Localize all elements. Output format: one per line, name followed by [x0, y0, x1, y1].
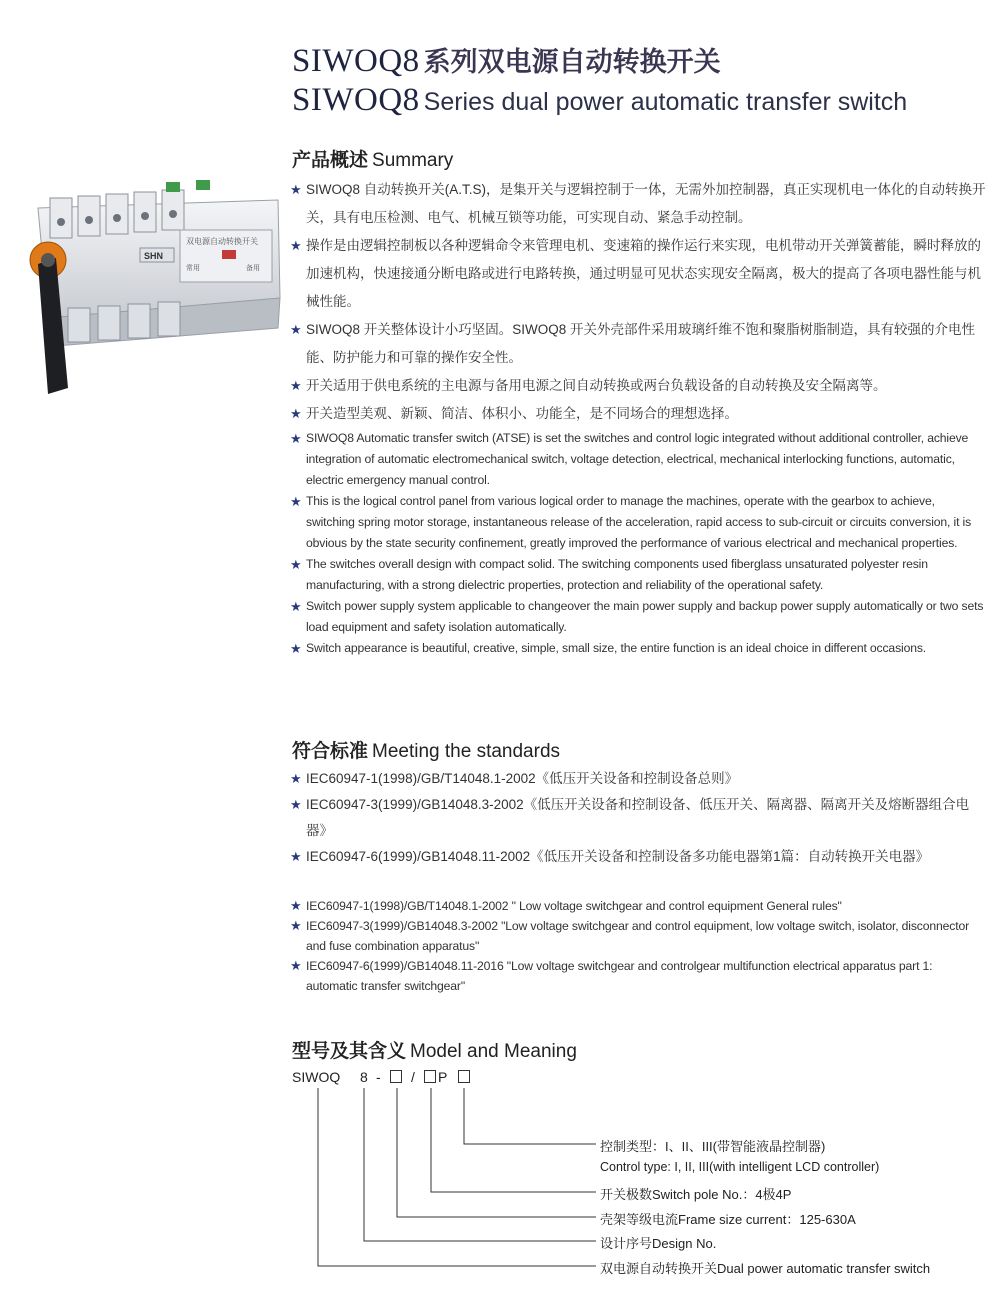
model-heading-en: Model and Meaning: [410, 1041, 577, 1062]
code-box-pole: [424, 1069, 436, 1085]
summary-cn-list: [290, 176, 986, 428]
star-icon: ★: [290, 431, 302, 446]
star-icon: ★: [290, 958, 302, 973]
list-item: ★ 开关造型美观、新颖、简洁、体积小、功能全，是不同场合的理想选择。: [290, 400, 986, 428]
standards-heading: [292, 736, 560, 763]
list-item: ★ The switches overall design with compact solid. The switching components used fiberglass unsaturated polyester resin manufacturing, with a strong dielectric properties, protection and reliability of the operational safety.: [290, 554, 986, 596]
page-title-cn: [292, 40, 721, 80]
legend-product: 双电源自动转换开关Dual power automatic transfer switch: [600, 1261, 931, 1276]
model-code: SIWOQ8: [292, 43, 420, 79]
panel-label: 双电源自动转换开关: [186, 237, 258, 246]
star-icon: ★: [290, 797, 302, 812]
code-slash: /: [411, 1069, 415, 1085]
code-dash: -: [376, 1069, 381, 1085]
legend-control-type-en: Control type: I, II, III(with intelligent LCD controller): [600, 1160, 880, 1174]
product-image: [8, 178, 288, 398]
star-icon: ★: [290, 898, 302, 913]
summary-heading: [292, 145, 453, 172]
list-item: ★ IEC60947-6(1999)/GB14048.11-2002《低压开关设备和控制设备多功能电器第1篇：自动转换开关电器》: [290, 844, 986, 870]
star-icon: ★: [290, 641, 302, 656]
code-series: 8: [360, 1069, 368, 1085]
standards-heading-en: Meeting the standards: [372, 741, 561, 762]
model-heading: [292, 1036, 577, 1063]
star-icon: ★: [290, 849, 302, 864]
list-item: ★ IEC60947-3(1999)/GB14048.3-2002 "Low voltage switchgear and control equipment, low voltage switch, isolator, disconnector and fuse combination apparatus": [290, 918, 969, 953]
list-item: ★ IEC60947-3(1999)/GB14048.3-2002《低压开关设备和控制设备、低压开关、隔离器、隔离开关及熔断器组合电器》: [290, 792, 986, 844]
list-item: ★ IEC60947-1(1998)/GB/T14048.1-2002 " Low voltage switchgear and control equipment General rules": [290, 896, 986, 916]
list-item: ★ IEC60947-6(1999)/GB14048.11-2016 "Low voltage switchgear and controlgear multifunction electrical apparatus part 1: automatic transfer switchgear": [290, 958, 933, 993]
standards-en-list: [290, 896, 986, 996]
code-box-control: [458, 1069, 470, 1085]
star-icon: ★: [290, 494, 302, 509]
star-icon: ★: [290, 182, 302, 197]
model-code-2: SIWOQ8: [292, 82, 420, 118]
list-item: ★ 开关适用于供电系统的主电源与备用电源之间自动转换或两台负载设备的自动转换及安全隔离等。: [290, 372, 986, 400]
panel-label-b: 备用: [246, 265, 260, 272]
title-cn: 系列双电源自动转换开关: [423, 47, 721, 77]
model-heading-cn: 型号及其含义: [292, 1041, 407, 1062]
code-box-frame: [390, 1069, 402, 1085]
legend-control-type-cn: 控制类型：I、II、III(带智能液晶控制器): [600, 1139, 826, 1154]
star-icon: ★: [290, 406, 302, 421]
legend-frame: 壳架等级电流Frame size current：125-630A: [600, 1212, 856, 1227]
list-item: ★ IEC60947-1(1998)/GB/T14048.1-2002《低压开关设备和控制设备总则》: [290, 766, 986, 792]
list-item: ★ Switch appearance is beautiful, creative, simple, small size, the entire function is an ideal choice in different occasions.: [290, 638, 986, 659]
panel-label-a: 常用: [186, 265, 200, 272]
list-item: ★ SIWOQ8 自动转换开关(A.T.S)，是集开关与逻辑控制于一体，无需外加控制器，真正实现机电一体化的自动转换开关，具有电压检测、电气、机械互锁等功能，可实现自动、紧急手动控制。: [290, 176, 986, 232]
legend-design: 设计序号Design No.: [600, 1236, 717, 1251]
star-icon: ★: [290, 771, 302, 786]
star-icon: ★: [290, 378, 302, 393]
summary-heading-cn: 产品概述: [292, 150, 369, 171]
list-item: ★ SIWOQ8 Automatic transfer switch (ATSE) is set the switches and control logic integrated without additional controller, achieve integration of automatic electromechanical switch, voltage detection, electrical, mechanical interlocking functions, automatic, electric emergency manual control.: [290, 428, 986, 491]
code-p: P: [438, 1069, 448, 1085]
summary-en-list: [290, 428, 986, 659]
title-en: Series dual power automatic transfer switch: [423, 88, 908, 116]
list-item: ★ 操作是由逻辑控制板以各种逻辑命令来管理电机、变速箱的操作运行来实现，电机带动开关弹簧蓄能，瞬时释放的加速机构，快速接通分断电路或进行电路转换，通过明显可见状态实现安全隔离，极大的提高了各项电器性能与机械性能。: [290, 232, 986, 316]
code-prefix: SIWOQ: [292, 1069, 341, 1085]
standards-heading-cn: 符合标准: [292, 741, 369, 762]
panel-logo: SHN: [144, 251, 164, 261]
list-item: ★ Switch power supply system applicable to changeover the main power supply and backup power supply automatically or two sets load equipment and safety isolation automatically.: [290, 596, 986, 638]
star-icon: ★: [290, 918, 302, 933]
list-item: ★ This is the logical control panel from various logical order to manage the machines, operate with the gearbox to achieve, switching spring motor storage, instantaneous release of the acceleration, rapid access to sub-circuit or circuits conversion, it is obvious by the state security confinement, greatly improved the performance of various electrical and mechanical properties.: [290, 491, 986, 554]
star-icon: ★: [290, 557, 302, 572]
legend-pole: 开关极数Switch pole No.：4极4P: [600, 1187, 792, 1202]
star-icon: ★: [290, 238, 302, 253]
star-icon: ★: [290, 599, 302, 614]
list-item: ★ SIWOQ8 开关整体设计小巧坚固。SIWOQ8 开关外壳部件采用玻璃纤维不饱和聚脂树脂制造，具有较强的介电性能、防护能力和可靠的操作安全性。: [290, 316, 986, 372]
star-icon: ★: [290, 322, 302, 337]
summary-heading-en: Summary: [372, 150, 454, 171]
standards-cn-list: [290, 766, 986, 870]
page-title-en: [292, 82, 907, 119]
